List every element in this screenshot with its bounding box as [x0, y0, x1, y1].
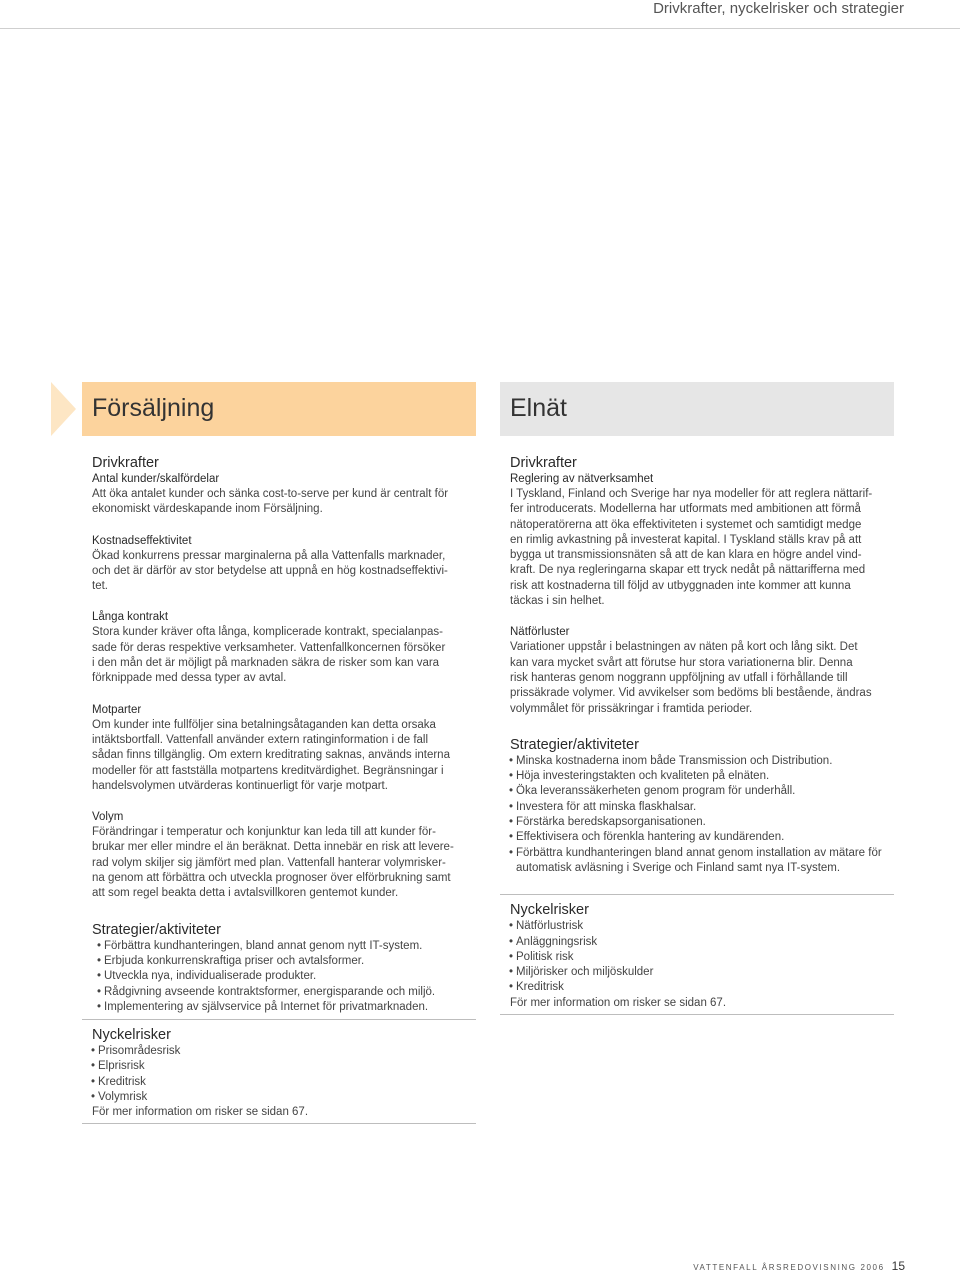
nyckelrisker-heading: Nyckelrisker [510, 902, 589, 919]
list-item: • Nätförlustrisk [510, 919, 884, 934]
list-item: • Effektivisera och förenkla hantering av kundärenden. [510, 830, 884, 845]
column-elnat [500, 382, 894, 1015]
list-item: • Öka leveranssäkerheten genom program för underhåll. [510, 784, 884, 799]
subheading: Långa kontrakt [92, 611, 169, 624]
list-item: • Förbättra kundhanteringen, bland annat genom nytt IT-system. [98, 939, 466, 954]
paragraph-line: bygga ut transmissionsnäten så att de kan klara en högre andel vind- [510, 549, 862, 562]
list-item: • Minska kostnaderna inom både Transmission och Distribution. [510, 754, 884, 769]
paragraph-line: risk att kostnaderna till följd av utbyggnaden inte kommer att kunna [510, 579, 851, 592]
paragraph-line: fer introducerats. Modellerna har utformats med ambitionen att förmå [510, 503, 861, 516]
list-item: • Kreditrisk [510, 980, 884, 995]
paragraph-line: i den mån det är möjligt på marknaden säkra de risker som kan vara [92, 657, 440, 670]
list-item: • Investera för att minska flaskhalsar. [510, 800, 884, 815]
paragraph-line: Ökad konkurrens pressar marginalerna på alla Vattenfalls marknader, [92, 549, 446, 562]
strategier-list [92, 939, 466, 1015]
paragraph-line: sådan finns tillgänglig. Om extern kreditrating saknas, används interna [92, 749, 450, 762]
list-item: • Anläggningsrisk [510, 935, 884, 950]
list-item: • Förstärka beredskapsorganisationen. [510, 815, 884, 830]
divider [82, 1123, 476, 1124]
paragraph-line: förknippade med dessa typer av avtal. [92, 672, 287, 685]
list-item: • Kreditrisk [92, 1075, 466, 1090]
strategier-heading: Strategier/aktiviteter [510, 736, 639, 753]
page-header-title: Drivkrafter, nyckelrisker och strategier [653, 0, 904, 17]
paragraph-line: nätoperatörerna att öka effektiviteten i systemet och samtidigt medge [510, 518, 862, 531]
section-band-elnat [500, 382, 894, 436]
list-item: • Politisk risk [510, 950, 884, 965]
strategier-list [510, 754, 884, 876]
paragraph-line: na genom att förbättra och utveckla prognoser över elförbrukning samt [92, 872, 451, 885]
subheading: Antal kunder/skalfördelar [92, 473, 220, 485]
paragraph-line: en rimlig avkastning på investerat kapital. I Tyskland ställs krav på att [510, 533, 862, 546]
nyckelrisker-list [92, 1044, 466, 1105]
list-item: • Höja investeringstakten och kvaliteten på elnäten. [510, 769, 884, 784]
paragraph-line: Förändringar i temperatur och konjunktur kan leda till att kunder för- [92, 826, 436, 839]
list-item: • Elprisrisk [92, 1059, 466, 1074]
arrow-marker [51, 382, 76, 436]
subheading: Reglering av nätverksamhet [510, 473, 654, 485]
subheading: Volym [92, 811, 124, 824]
section-title: Försäljning [92, 394, 215, 422]
list-item: • Implementering av självservice på Internet för privatmarknaden. [98, 1000, 466, 1015]
paragraph-line: sade för deras respektive verksamheter. Vattenfallkoncernen försöker [92, 641, 446, 654]
paragraph-line: rad volym skiljer sig jämfört med plan. Vattenfall hanterar volymrisker- [92, 856, 446, 869]
section-title: Elnät [510, 394, 567, 422]
drivkrafter-heading: Drivkrafter [510, 455, 577, 471]
paragraph-line: Stora kunder kräver ofta långa, komplicerade kontrakt, specialanpas- [92, 626, 443, 639]
list-item: • Förbättra kundhanteringen bland annat genom installation av mätare för automatisk avläsning i Sverige och Finland samt nya IT-system. [510, 846, 884, 877]
page-number: 15 [891, 1259, 905, 1273]
footer-label: VATTENFALL ÅRSREDOVISNING 2006 [693, 1263, 885, 1272]
paragraph-line: prissäkrade volymer. Vid avvikelser som bedöms bli bestående, ändras [510, 687, 872, 700]
list-item: • Prisområdesrisk [92, 1044, 466, 1059]
content-elnat [500, 436, 894, 894]
paragraph-line: Variationer uppstår i belastningen av näten på kort och lång sikt. Det [510, 641, 858, 654]
paragraph-line: ekonomiskt värdeskapande inom Försäljning. [92, 503, 323, 516]
strategier-heading: Strategier/aktiviteter [92, 921, 221, 938]
subheading: Kostnadseffektivitet [92, 534, 192, 547]
paragraph-line: täckas i sin helhet. [510, 595, 605, 608]
paragraph-line: modeller för att fastställa motpartens kreditvärdighet. Begränsningar i [92, 764, 444, 777]
list-item: • Miljörisker och miljöskulder [510, 965, 884, 980]
paragraph-line: risk hanteras genom noggrann uppföljning av utfall i förhållande till [510, 671, 848, 684]
paragraph-line: kan vara mycket svårt att förutse hur stora variationerna blir. Denna [510, 656, 853, 669]
subheading: Nätförluster [510, 626, 570, 639]
paragraph-line: intäktsbortfall. Vattenfall använder extern ratinginformation i de fall [92, 733, 429, 746]
more-info-text: För mer information om risker se sidan 67. [510, 996, 727, 1009]
header-rule [0, 28, 960, 29]
paragraph-line: att som regel beakta detta i avtalsvillkoren gentemot kunder. [92, 887, 399, 900]
paragraph-line: brukar mer eller mindre el än beräknat. Detta innebär en risk att levere- [92, 841, 454, 854]
drivkrafter-heading: Drivkrafter [92, 455, 159, 471]
page-footer [693, 1259, 905, 1273]
paragraph-line: kraft. De nya regleringarna skapar ett tryck nedåt på nättarifferna med [510, 564, 866, 577]
nyckelrisker-heading: Nyckelrisker [92, 1027, 171, 1043]
list-item: • Utveckla nya, individualiserade produkter. [98, 969, 466, 984]
list-item: • Volymrisk [92, 1090, 466, 1105]
paragraph-line: och det är därför av stor betydelse att uppnå en hög kostnadseffektivi- [92, 564, 448, 577]
paragraph-line: Att öka antalet kunder och sänka cost-to-serve per kund är centralt för [92, 488, 449, 500]
paragraph-line: volymmålet för prissäkringar i framtida perioder. [510, 702, 753, 715]
nyckelrisker-list [510, 919, 884, 995]
list-item: • Rådgivning avseende kontraktsformer, energisparande och miljö. [98, 985, 466, 1000]
subheading: Motparter [92, 703, 142, 716]
section-band-forsaljning [82, 382, 476, 436]
column-forsaljning [82, 382, 476, 1015]
content-forsaljning [82, 436, 476, 1015]
nyckelrisker-box-forsaljning [82, 1019, 476, 1124]
more-info-text: För mer information om risker se sidan 67. [92, 1106, 309, 1119]
paragraph-line: tet. [92, 580, 108, 593]
paragraph-line: I Tyskland, Finland och Sverige har nya modeller för att reglera nättarif- [510, 488, 873, 500]
paragraph-line: handelsvolymen utvärderas kontinuerligt för varje motpart. [92, 779, 388, 792]
list-item: • Erbjuda konkurrenskraftiga priser och avtalsformer. [98, 954, 466, 969]
divider [500, 1014, 894, 1015]
paragraph-line: Om kunder inte fullföljer sina betalningsåtaganden kan detta orsaka [92, 718, 436, 731]
